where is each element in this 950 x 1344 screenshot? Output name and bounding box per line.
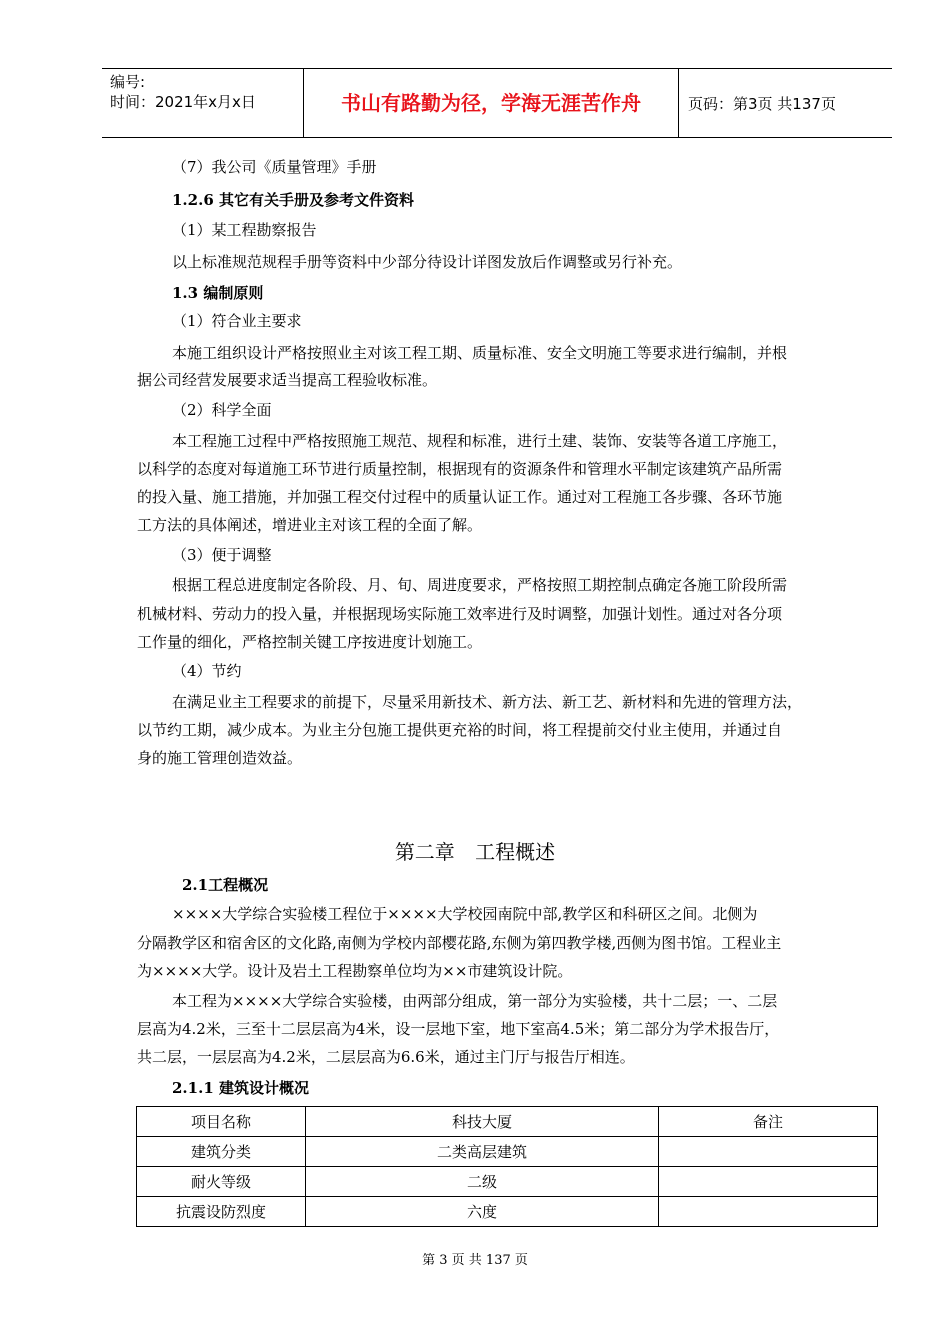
building-design-table [136,1106,878,1227]
table-cell: 二级 [306,1167,659,1197]
table-cell: 建筑分类 [137,1137,306,1167]
paragraph: 以科学的态度对每道施工环节进行质量控制，根据现有的资源条件和管理水平制定该建筑产品所需 [137,460,783,478]
time-label: 时间：2021年x月x日 [110,93,256,111]
paragraph: 为××××大学。设计及岩土工程勘察单位均为××市建筑设计院。 [137,962,573,980]
paragraph: 分隔教学区和宿舍区的文化路,南侧为学校内部樱花路,东侧为第四教学楼,西侧为图书馆。工程业主 [137,934,782,952]
paragraph: 以节约工期，减少成本。为业主分包施工提供更充裕的时间，将工程提前交付业主使用，并通过自 [137,721,783,739]
paragraph: 本施工组织设计严格按照业主对该工程工期、质量标准、安全文明施工等要求进行编制，并根 [172,344,788,362]
paragraph: （1）符合业主要求 [172,312,302,330]
header-divider [678,69,679,137]
page-header [102,68,892,138]
paragraph: 的投入量、施工措施，并加强工程交付过程中的质量认证工作。通过对工程施工各步骤、各环节施 [137,488,783,506]
table-row [137,1137,878,1167]
table-row [137,1197,878,1227]
table-header-row [137,1107,878,1137]
table-cell: 六度 [306,1197,659,1227]
table-cell: 耐火等级 [137,1167,306,1197]
table-cell [659,1167,878,1197]
paragraph: 根据工程总进度制定各阶段、月、旬、周进度要求，严格按照工期控制点确定各施工阶段所需 [172,576,788,594]
table-cell [659,1197,878,1227]
page-footer: 第 3 页 共 137 页 [422,1253,528,1268]
section-heading: 2.1.1 建筑设计概况 [172,1079,309,1097]
section-heading: 1.2.6 其它有关手册及参考文件资料 [172,191,414,209]
section-heading: 1.3 编制原则 [172,284,264,302]
paragraph: （7）我公司《质量管理》手册 [172,158,377,176]
paragraph: （4）节约 [172,662,242,680]
table-cell: 抗震设防烈度 [137,1197,306,1227]
paragraph: 本工程为××××大学综合实验楼，由两部分组成，第一部分为实验楼，共十二层；一、二层 [172,992,778,1010]
paragraph: ××××大学综合实验楼工程位于××××大学校园南院中部,教学区和科研区之间。北侧为 [172,905,758,923]
paragraph: 机械材料、劳动力的投入量，并根据现场实际施工效率进行及时调整，加强计划性。通过对各分项 [137,605,783,623]
paragraph: 本工程施工过程中严格按照施工规范、规程和标准，进行土建、装饰、安装等各道工序施工， [172,432,788,450]
paragraph: 工作量的细化，严格控制关键工序按进度计划施工。 [137,633,483,651]
paragraph: 身的施工管理创造效益。 [137,749,303,767]
chapter-title: 第二章 工程概述 [394,840,556,864]
paragraph: 在满足业主工程要求的前提下，尽量采用新技术、新方法、新工艺、新材料和先进的管理方法， [172,693,803,711]
paragraph: （2）科学全面 [172,401,272,419]
paragraph: 共二层，一层层高为4.2米，二层层高为6.6米，通过主门厅与报告厅相连。 [137,1048,635,1066]
paragraph: （3）便于调整 [172,546,272,564]
number-label: 编号: [110,73,146,91]
paragraph: 据公司经营发展要求适当提高工程验收标准。 [137,371,438,389]
paragraph: 层高为4.2米，三至十二层层高为4米，设一层地下室，地下室高4.5米；第二部分为学术报告厅， [137,1020,780,1038]
table-header-cell: 科技大厦 [306,1107,659,1137]
paragraph: （1）某工程勘察报告 [172,221,317,239]
table-cell [659,1137,878,1167]
table-header-cell: 项目名称 [137,1107,306,1137]
header-meta [102,69,302,137]
table-header-cell: 备注 [659,1107,878,1137]
paragraph: 工方法的具体阐述，增进业主对该工程的全面了解。 [137,516,483,534]
section-heading: 2.1工程概况 [182,876,269,894]
header-page-label: 页码：第3页 共137页 [688,95,836,113]
table-row [137,1167,878,1197]
header-motto: 书山有路勤为径，学海无涯苦作舟 [341,91,641,115]
paragraph: 以上标准规范规程手册等资料中少部分待设计详图发放后作调整或另行补充。 [172,253,683,271]
table-cell: 二类高层建筑 [306,1137,659,1167]
